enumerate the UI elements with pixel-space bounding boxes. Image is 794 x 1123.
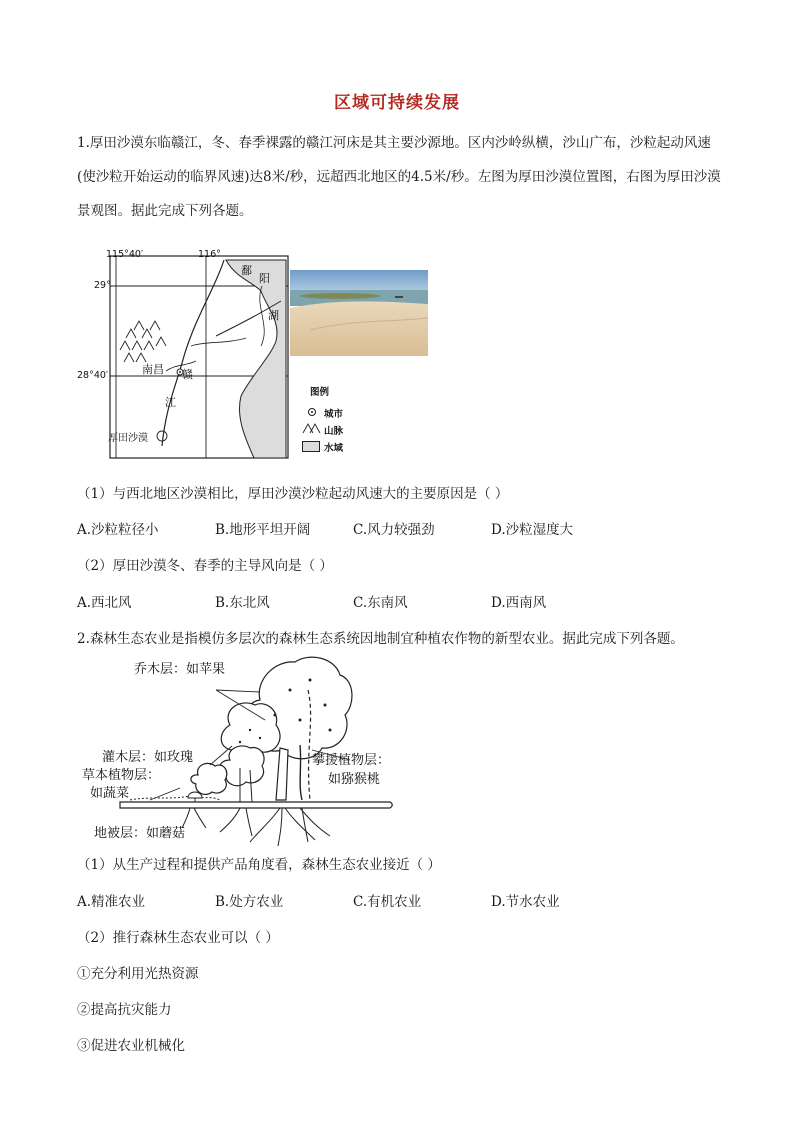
map-lat-2: 28°40′ — [77, 370, 109, 381]
q1-sub1-option-c[interactable]: C.风力较强劲 — [353, 522, 435, 538]
diagram-herb-layer-1: 草本植物层： — [82, 768, 161, 783]
map-lat-1: 29° — [94, 280, 111, 291]
q2-sub1-option-a[interactable]: A.精准农业 — [77, 894, 146, 910]
q2-sub1-stem: （1）从生产过程和提供产品角度看，森林生态农业接近（ ） — [77, 857, 441, 873]
legend-water-swatch — [302, 441, 320, 452]
map-lon-2: 116° — [198, 249, 221, 260]
q2-sub1-option-d[interactable]: D.节水农业 — [491, 894, 560, 910]
q2-sub2-item-1: ①充分利用光热资源 — [77, 966, 199, 982]
q1-sub1-option-d[interactable]: D.沙粒湿度大 — [491, 522, 574, 538]
diagram-ground-layer: 地被层：如蘑菇 — [94, 826, 186, 841]
q2-sub2-item-2: ②提高抗灾能力 — [77, 1002, 172, 1018]
diagram-climber-layer-2: 如猕猴桃 — [328, 772, 381, 787]
legend-city-icon — [306, 406, 318, 418]
map-gan-1: 赣 — [182, 368, 193, 381]
diagram-shrub-layer: 灌木层：如玫瑰 — [102, 750, 194, 765]
map-nanchang: 南昌 — [142, 363, 164, 376]
diagram-climber-layer-1: 攀援植物层： — [312, 753, 391, 768]
map-poyang-2: 阳 — [259, 272, 270, 285]
desert-landscape-photo — [290, 270, 428, 356]
map-lon-1: 115°40′ — [106, 249, 144, 260]
q1-sub1-option-b[interactable]: B.地形平坦开阔 — [215, 522, 311, 538]
legend-mountain-label: 山脉 — [324, 426, 344, 437]
q1-sub2-option-b[interactable]: B.东北风 — [215, 595, 270, 611]
q1-sub1-stem: （1）与西北地区沙漠相比，厚田沙漠沙粒起动风速大的主要原因是（ ） — [77, 486, 509, 502]
q2-sub2-item-3: ③促进农业机械化 — [77, 1038, 185, 1054]
legend-water-label: 水域 — [324, 443, 344, 454]
q2-sub2-stem: （2）推行森林生态农业可以（ ） — [77, 930, 279, 946]
legend-title: 图例 — [310, 387, 330, 398]
mushroom-icon — [188, 792, 202, 802]
q1-sub2-option-d[interactable]: D.西南风 — [491, 595, 547, 611]
legend-city-label: 城市 — [324, 409, 344, 420]
diagram-tree-layer: 乔木层：如苹果 — [134, 662, 226, 677]
q1-sub2-stem: （2）厚田沙漠冬、春季的主导风向是（ ） — [77, 558, 333, 574]
map-gan-2: 江 — [165, 396, 176, 409]
diagram-herb-layer-2: 如蔬菜 — [90, 786, 130, 801]
q1-intro: 1.厚田沙漠东临赣江，冬、春季裸露的赣江河床是其主要沙源地。区内沙岭纵横，沙山广布，沙粒起动风速(使沙粒开始运动的临界风速)达8米/秒，远超西北地区的4.5米/秒。左图为厚田沙漠位置图，右图为厚田沙漠景观图。据此完成下列各题。 — [77, 135, 721, 219]
legend-mountain-icon — [302, 422, 322, 434]
q1-sub2-option-c[interactable]: C.东南风 — [353, 595, 408, 611]
map-poyang-1: 鄱 — [241, 264, 252, 277]
map-poyang-3: 湖 — [268, 309, 279, 322]
page-title: 区域可持续发展 — [334, 93, 460, 113]
q2-sub1-option-b[interactable]: B.处方农业 — [215, 894, 284, 910]
q2-sub1-option-c[interactable]: C.有机农业 — [353, 894, 422, 910]
map-desert: 厚田沙漠 — [108, 433, 148, 444]
q1-sub2-option-a[interactable]: A.西北风 — [77, 595, 132, 611]
q2-intro: 2.森林生态农业是指模仿多层次的森林生态系统因地制宜种植农作物的新型农业。据此完成下列各题。 — [77, 631, 684, 647]
q1-sub1-option-a[interactable]: A.沙粒粒径小 — [77, 522, 159, 538]
